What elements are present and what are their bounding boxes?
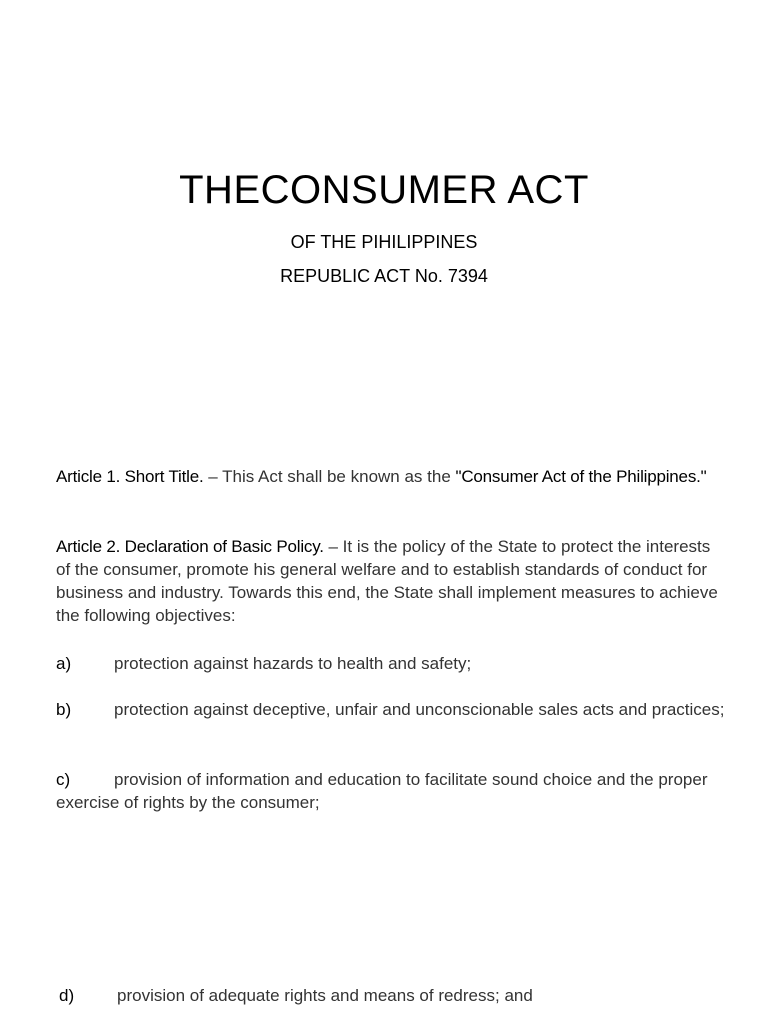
list-item-label: b) <box>56 700 72 719</box>
list-item-text: provision of adequate rights and means of redress; and <box>117 986 533 1005</box>
article-2-text: – It is the policy of the State to protect the interests of the consumer, promote his general welfare and to establish standards of conduct for business and industry. Towards this end, the State shall implement measures to achieve the following objectives: <box>56 537 718 625</box>
article-1-heading: Article 1. Short Title. <box>56 467 204 486</box>
subtitle-line-2: REPUBLIC ACT No. 7394 <box>280 266 488 286</box>
article-2-paragraph <box>56 535 726 627</box>
subtitle-line-1: OF THE PIHILIPPINES <box>290 232 478 252</box>
article-1-paragraph <box>56 465 726 488</box>
list-item <box>56 768 726 814</box>
list-item-text: protection against deceptive, unfair and unconscionable sales acts and practices; <box>114 700 725 719</box>
page-title: THECONSUMER ACT <box>179 168 589 212</box>
list-item <box>59 984 729 1007</box>
article-1-text: – This Act shall be known as the <box>203 467 456 486</box>
list-item-label: c) <box>56 770 71 789</box>
list-item <box>56 698 726 721</box>
list-item-label: d) <box>59 986 75 1005</box>
list-item <box>56 652 726 675</box>
list-item-text: protection against hazards to health and safety; <box>114 654 472 673</box>
article-2-heading: Article 2. Declaration of Basic Policy. <box>56 537 324 556</box>
list-item-label: a) <box>56 654 72 673</box>
list-item-text: provision of information and education to facilitate sound choice and the proper exercise of rights by the consumer; <box>56 770 708 812</box>
article-1-quoted-title: "Consumer Act of the Philippines." <box>455 467 707 486</box>
